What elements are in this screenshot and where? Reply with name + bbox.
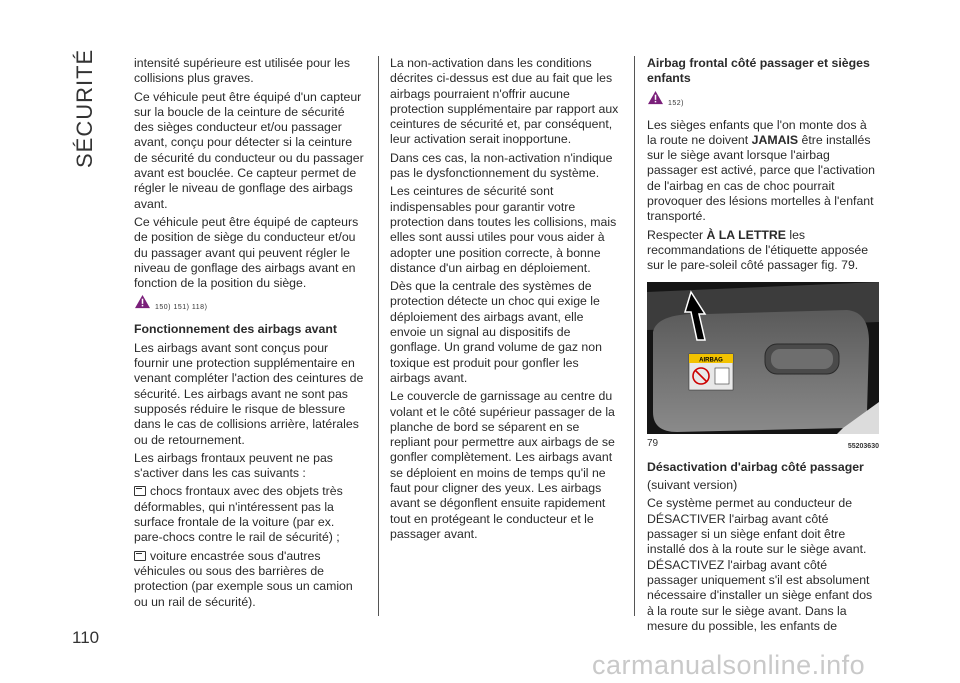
- warning-reference: [134, 294, 366, 314]
- column-2: [390, 56, 622, 545]
- section-heading: Fonctionnement des airbags avant: [134, 322, 337, 337]
- page-number: 110: [72, 628, 100, 647]
- paragraph: La non-activation dans les conditions décrites ci-dessus est due au fait que les airbags pourraient n'offrir aucune protection supplémentaire par rapport aux ceintures de sécurité et, par conséquent, leur activation serait inopportune.: [390, 56, 619, 147]
- warning-reference: [647, 90, 879, 110]
- section-title: SÉCURITÉ: [72, 48, 97, 168]
- paragraph: Dans ces cas, la non-activation n'indique pas le dysfonctionnement du système.: [390, 150, 613, 181]
- paragraph: Les airbags avant sont conçus pour fournir une protection supplémentaire en venant compléter l'action des ceintures de sécurité. Les airbags avant ne sont pas supposés réduire le risque de blessure dans le cas de collisions arrière, latérales ou de retournement.: [134, 340, 364, 447]
- column-1: [134, 56, 366, 613]
- paragraph: Ce véhicule peut être équipé d'un capteur sur la boucle de la ceinture de sécurité des sièges conducteur et/ou passager avant, conçu pour détecter si la ceinture de sécurité du conducteur ou du passager avant est bouclée. Ce capteur permet de régler le niveau de gonflage des airbags avant.: [134, 89, 364, 211]
- paragraph: Dès que la centrale des systèmes de protection détecte un choc qui exige le déploiement des airbags avant, elle envoie un signal au dispositifs de gonflage. Un grand volume de gaz non toxique est produit pour gonfler les airbags avant.: [390, 279, 602, 385]
- sun-visor-illustration: [647, 282, 879, 434]
- paragraph: Le couvercle de garnissage au centre du volant et le côté supérieur passager de la planche de bord se séparent en se repliant pour permettre aux airbags de se gonfler complètement. Les airbags avant se déploient en moins de temps qu'il ne faut pour cligner des yeux. Les airbags avant se dégonflent ensuite rapidement tout en protégeant le conducteur et le passager avant.: [390, 389, 615, 541]
- section-heading: Airbag frontal côté passager et sièges enfants: [647, 56, 870, 86]
- section-heading: Désactivation d'airbag côté passager: [647, 459, 864, 474]
- column-3: [647, 56, 879, 637]
- column-divider: [378, 56, 379, 616]
- paragraph: (suivant version): [647, 478, 738, 493]
- figure-caption: [647, 436, 879, 454]
- column-divider: [634, 56, 635, 616]
- figure-code: 55203630: [847, 442, 879, 450]
- watermark: carmanualsonline.info: [592, 650, 866, 680]
- warning-triangle-icon: [134, 294, 151, 309]
- figure-sun-visor-photo: [647, 282, 879, 434]
- bullet-icon: [134, 486, 146, 496]
- warning-refs: 152): [668, 99, 685, 107]
- paragraph: intensité supérieure est utilisée pour les collisions plus graves.: [134, 56, 351, 86]
- paragraph: Les sièges enfants que l'on monte dos à la route ne doivent JAMAIS être installés sur le siège avant lorsque l'airbag passager est activé, parce que l'activation de l'airbag en cas de choc pourrait provoquer des lésions mortelles à l'enfant transporté.: [647, 117, 875, 224]
- paragraph: Ce véhicule peut être équipé de capteurs de position de siège du conducteur et/ou du passager avant qui peuvent régler le niveau de gonflage des airbags avant en fonction de la position du siège.: [134, 214, 359, 291]
- paragraph: Les airbags frontaux peuvent ne pas s'activer dans les cas suivants :: [134, 450, 333, 481]
- svg-text:AIRBAG: AIRBAG: [699, 357, 723, 364]
- warning-refs: 150) 151) 118): [155, 304, 208, 312]
- bullet-icon: [134, 551, 146, 561]
- paragraph: Respecter À LA LETTRE les recommandations de l'étiquette apposée sur le pare-soleil côté passager fig. 79.: [647, 227, 869, 273]
- list-item: voiture encastrée sous d'autres véhicules ou sous des barrières de protection (par exemple sous un camion ou un rail de sécurité).: [134, 548, 353, 609]
- paragraph: Les ceintures de sécurité sont indispensables pour garantir votre protection dans toutes les collisions, mais elles sont aussi utiles pour vous aider à adopter une position correcte, à bonne distance d'un airbag en déploiement.: [390, 184, 617, 275]
- warning-triangle-icon: [647, 90, 664, 105]
- figure-number: 79: [647, 437, 659, 449]
- paragraph: Ce système permet au conducteur de DÉSACTIVER l'airbag avant côté passager si un siège enfant doit être installé dos à la route sur le siège avant. DÉSACTIVEZ l'airbag avant côté passager uniquement s'il est absolument nécessaire d'installer un siège enfant dos à la route sur le siège avant. Dans la mesure du possible, les enfants de: [647, 496, 873, 633]
- list-item: chocs frontaux avec des objets très déformables, qui n'intéressent pas la surface frontale de la voiture (par ex. pare-chocs contre le rail de sécurité) ;: [134, 484, 343, 545]
